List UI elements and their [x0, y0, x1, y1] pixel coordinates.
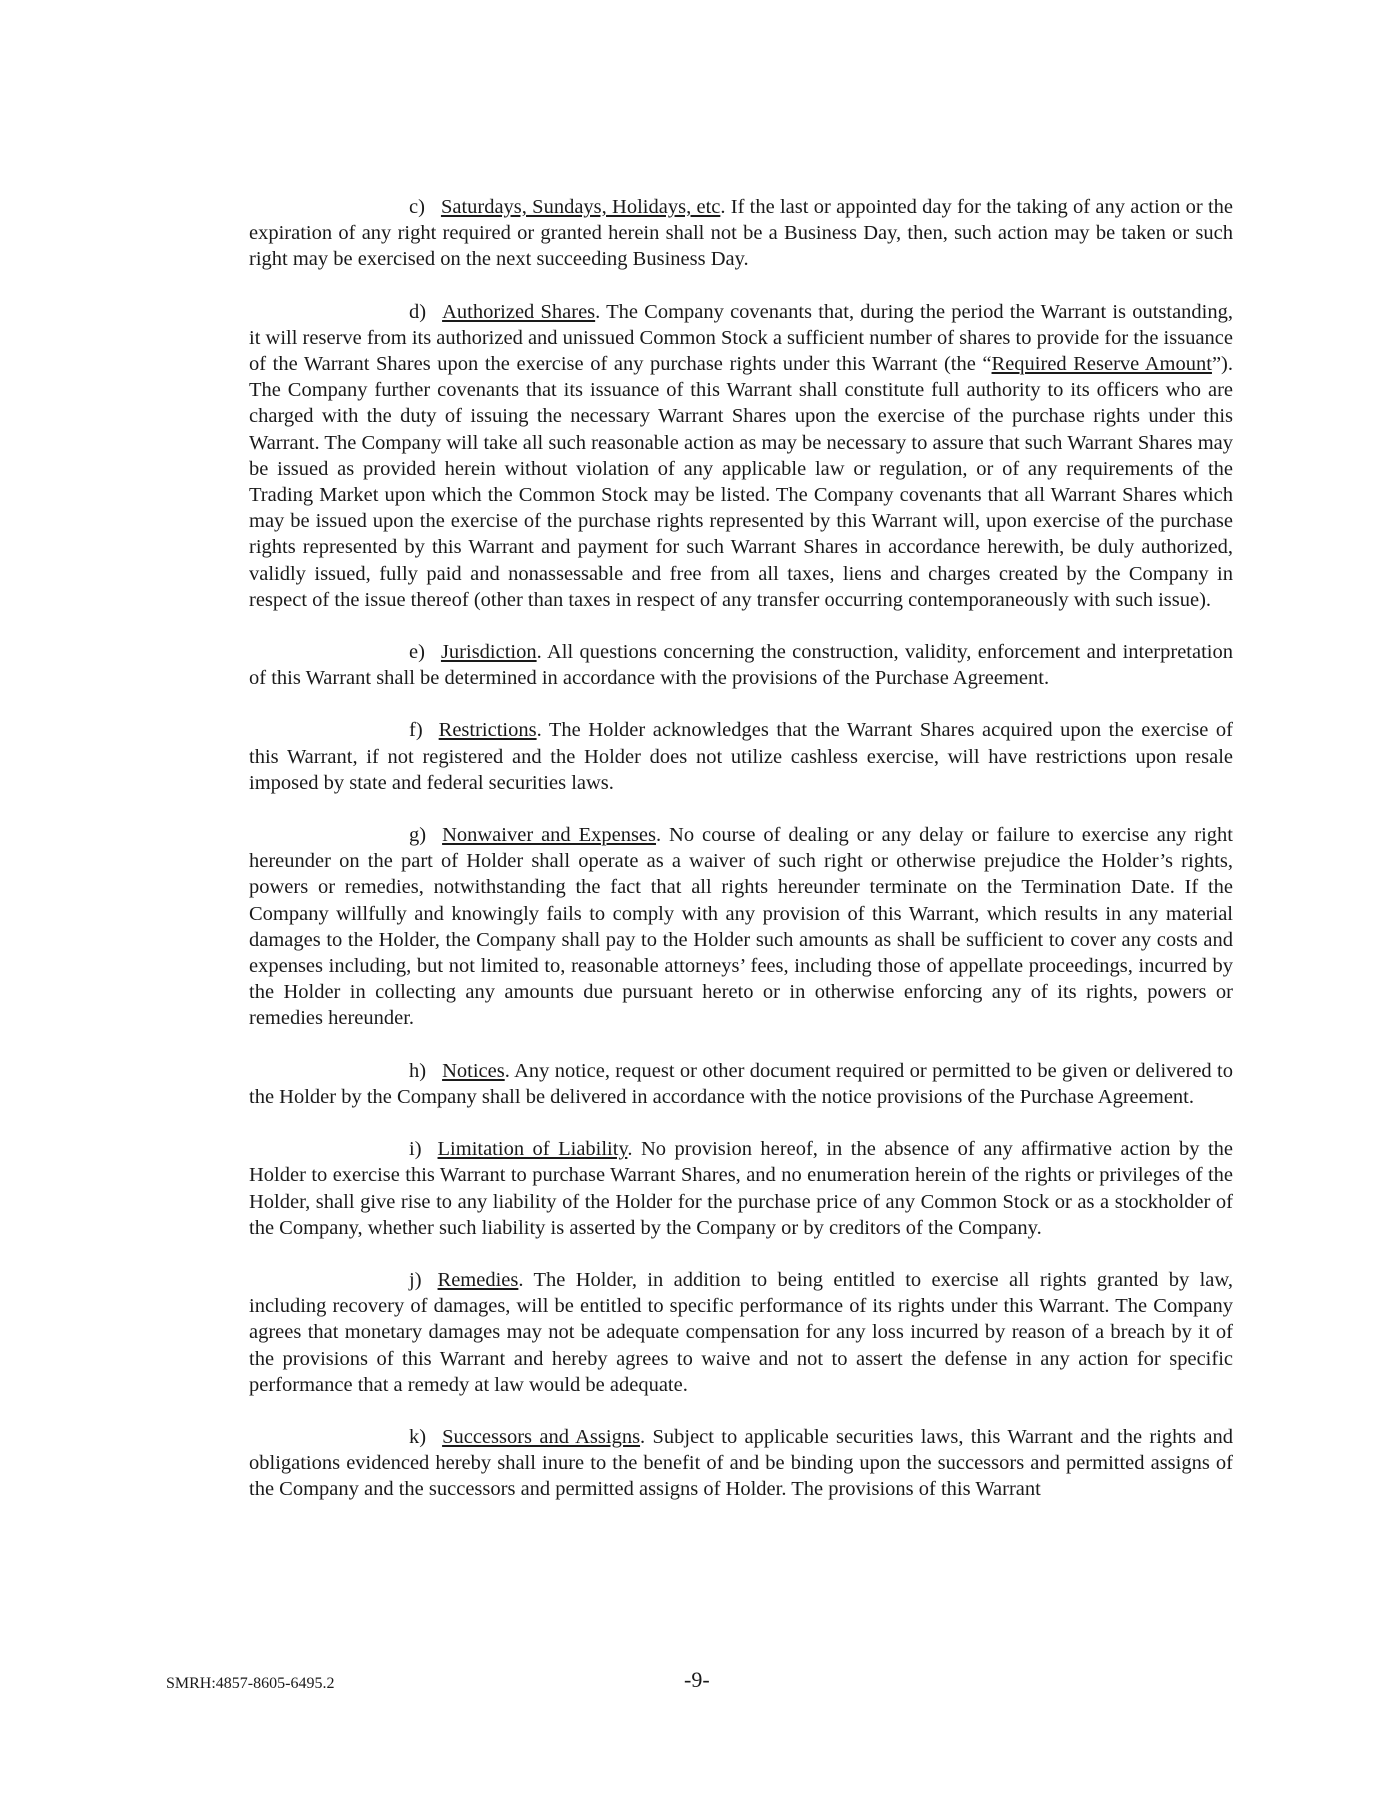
document-id: SMRH:4857-8605-6495.2: [166, 1675, 335, 1692]
section-number: k): [409, 1425, 427, 1448]
section-heading: Successors and Assigns: [442, 1425, 641, 1448]
section-number: j): [409, 1268, 422, 1291]
section-body: . Any notice, request or other document required or permitted to be given or delivered to the Holder by the Company shall be delivered in accordance with the notice provisions of the Purchase Agreement.: [249, 1059, 1233, 1108]
section-heading: Restrictions: [438, 719, 537, 742]
section-body: . Subject to applicable securities laws, this Warrant and the rights and obligations evidenced hereby shall inure to the benefit of and be binding upon the successors and permitted assigns of the Company and the successors and permitted assigns of Holder. The provisions of this Warrant: [249, 1425, 1233, 1501]
section-c-paragraph: [249, 194, 1233, 273]
defined-term: Required Reserve Amount: [991, 353, 1212, 376]
section-h-paragraph: [249, 1058, 1233, 1110]
section-number: f): [409, 719, 423, 742]
section-heading: Remedies: [437, 1268, 519, 1291]
section-number: g): [409, 824, 427, 847]
section-e-paragraph: [249, 639, 1233, 691]
section-heading: Notices: [442, 1059, 505, 1082]
section-g-paragraph: [249, 822, 1233, 1032]
section-body: . No provision hereof, in the absence of any affirmative action by the Holder to exercise this Warrant to purchase Warrant Shares, and no enumeration herein of the rights or privileges of the Holder, shall give rise to any liability of the Holder for the purchase price of any Common Stock or as a stockholder of the Company, whether such liability is asserted by the Company or by creditors of the Company.: [249, 1138, 1234, 1239]
section-body: . If the last or appointed day for the taking of any action or the expiration of any right required or granted herein shall not be a Business Day, then, such action may be taken or such right may be exercised on the next succeeding Business Day.: [249, 196, 1233, 271]
section-d-paragraph: [249, 299, 1233, 613]
section-body-continued: ”). The Company further covenants that its issuance of this Warrant shall constitute full authority to its officers who are charged with the duty of issuing the necessary Warrant Shares upon the exercise of the purchase rights under this Warrant. The Company will take all such reasonable action as may be necessary to assure that such Warrant Shares may be issued as provided herein without violation of any applicable law or regulation, or of any requirements of the Trading Market upon which the Common Stock may be listed. The Company covenants that all Warrant Shares which may be issued upon the exercise of the purchase rights represented by this Warrant will, upon exercise of the purchase rights represented by this Warrant and payment for such Warrant Shares in accordance herewith, be duly authorized, validly issued, fully paid and nonassessable and free from all taxes, liens and charges created by the Company in respect of the issue thereof (other than taxes in respect of any transfer occurring contemporaneously with such issue).: [249, 353, 1234, 611]
section-heading: Nonwaiver and Expenses: [442, 824, 657, 847]
document-body: [249, 194, 1233, 1529]
section-body: . The Holder acknowledges that the Warrant Shares acquired upon the exercise of this Warrant, if not registered and the Holder does not utilize cashless exercise, will have restrictions upon resale imposed by state and federal securities laws.: [249, 719, 1233, 794]
section-number: e): [409, 641, 425, 664]
section-k-paragraph: [249, 1424, 1233, 1503]
section-heading: Jurisdiction: [440, 641, 537, 664]
section-number: i): [409, 1138, 422, 1161]
section-heading: Limitation of Liability: [437, 1138, 628, 1161]
section-number: h): [409, 1059, 427, 1082]
section-body: . The Holder, in addition to being entitled to exercise all rights granted by law, including recovery of damages, will be entitled to specific performance of its rights under this Warrant. The Company agrees that monetary damages may not be adequate compensation for any loss incurred by reason of a breach by it of the provisions of this Warrant and hereby agrees to waive and not to assert the defense in any action for specific performance that a remedy at law would be adequate.: [249, 1268, 1233, 1396]
section-body: . No course of dealing or any delay or failure to exercise any right hereunder on the part of Holder shall operate as a waiver of such right or otherwise prejudice the Holder’s rights, powers or remedies, notwithstanding the fact that all rights hereunder terminate on the Termination Date. If the Company willfully and knowingly fails to comply with any provision of this Warrant, which results in any material damages to the Holder, the Company shall pay to the Holder such amounts as shall be sufficient to cover any costs and expenses including, but not limited to, reasonable attorneys’ fees, including those of appellate proceedings, incurred by the Holder in collecting any amounts due pursuant hereto or in otherwise enforcing any of its rights, powers or remedies hereunder.: [249, 824, 1233, 1030]
section-body: . The Company covenants that, during the period the Warrant is outstanding, it will reserve from its authorized and unissued Common Stock a sufficient number of shares to provide for the issuance of the Warrant Shares upon the exercise of any purchase rights under this Warrant (the “: [249, 300, 1234, 376]
section-number: c): [409, 196, 425, 218]
section-j-paragraph: [249, 1267, 1233, 1398]
section-heading: Saturdays, Sundays, Holidays, etc: [440, 196, 721, 218]
section-heading: Authorized Shares: [442, 300, 596, 323]
section-body: . All questions concerning the construction, validity, enforcement and interpretation of this Warrant shall be determined in accordance with the provisions of the Purchase Agreement.: [249, 641, 1233, 690]
section-i-paragraph: [249, 1136, 1233, 1241]
section-f-paragraph: [249, 717, 1233, 796]
page-number: -9-: [684, 1667, 710, 1692]
section-number: d): [409, 300, 427, 323]
